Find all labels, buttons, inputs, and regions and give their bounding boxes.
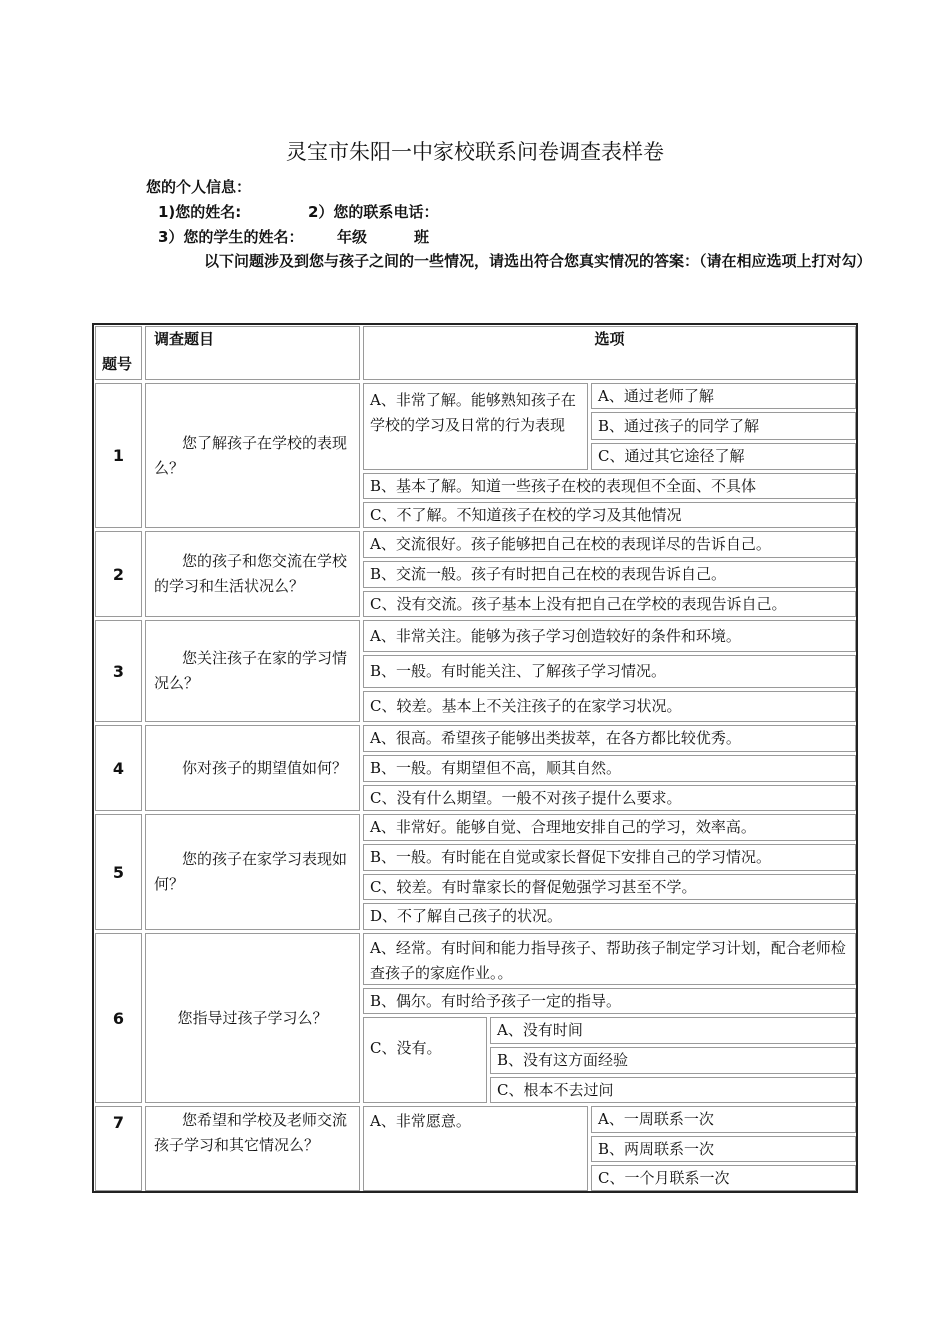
row-1-option-a[interactable]: A、非常了解。能够熟知孩子在学校的学习及日常的行为表现	[363, 383, 588, 470]
row-6-number: 6	[95, 933, 142, 1103]
row-2-question: 您的孩子和您交流在学校的学习和生活状况么？	[145, 531, 360, 617]
row-5-number: 5	[95, 814, 142, 930]
row-1-number: 1	[95, 383, 142, 528]
row-6-sub-option-b[interactable]: B、没有这方面经验	[490, 1047, 856, 1074]
row-6-option-b[interactable]: B、偶尔。有时给予孩子一定的指导。	[363, 988, 856, 1014]
row-1-sub-option-a[interactable]: A、通过老师了解	[591, 383, 856, 409]
row-3-question: 您关注孩子在家的学习情况么？	[145, 620, 360, 722]
row-4-option-a[interactable]: A、很高。希望孩子能够出类拔萃，在各方都比较优秀。	[363, 725, 856, 752]
row-2-option-a[interactable]: A、交流很好。孩子能够把自己在校的表现详尽的告诉自己。	[363, 531, 856, 558]
row-5-option-d[interactable]: D、不了解自己孩子的状况。	[363, 903, 856, 930]
row-7-number: 7	[95, 1106, 142, 1191]
row-6-sub-option-c[interactable]: C、根本不去过问	[490, 1077, 856, 1103]
row-6-option-a[interactable]: A、经常。有时间和能力指导孩子、帮助孩子制定学习计划，配合老师检查孩子的家庭作业。。	[363, 933, 856, 985]
row-7-question: 您希望和学校及老师交流孩子学习和其它情况么？	[145, 1106, 360, 1191]
personal-info-heading: 您的个人信息：	[146, 178, 252, 196]
row-1-option-c[interactable]: C、不了解。不知道孩子在校的学习及其他情况	[363, 502, 856, 528]
name-label: 1)您的姓名:	[158, 203, 242, 221]
row-2-option-c[interactable]: C、没有交流。孩子基本上没有把自己在学校的表现告诉自己。	[363, 591, 856, 617]
row-2-number: 2	[95, 531, 142, 617]
header-num: 题号	[95, 326, 142, 380]
row-2-option-b[interactable]: B、交流一般。孩子有时把自己在校的表现告诉自己。	[363, 561, 856, 588]
row-4-option-b[interactable]: B、一般。有期望但不高，顺其自然。	[363, 755, 856, 782]
row-4-number: 4	[95, 725, 142, 811]
row-3-option-b[interactable]: B、一般。有时能关注、了解孩子学习情况。	[363, 655, 856, 688]
phone-label: 2）您的联系电话：	[308, 203, 439, 221]
row-1-sub-option-b[interactable]: B、通过孩子的同学了解	[591, 412, 856, 440]
page-title: 灵宝市朱阳一中家校联系问卷调查表样卷	[286, 140, 664, 164]
row-5-question: 您的孩子在家学习表现如何？	[145, 814, 360, 930]
row-5-option-c[interactable]: C、较差。有时靠家长的督促勉强学习甚至不学。	[363, 874, 856, 900]
row-4-question: 你对孩子的期望值如何？	[145, 725, 360, 811]
row-4-option-c[interactable]: C、没有什么期望。一般不对孩子提什么要求。	[363, 785, 856, 811]
row-6-question: 您指导过孩子学习么？	[145, 933, 360, 1103]
class-label: 班	[414, 228, 430, 246]
row-7-sub-option-b[interactable]: B、两周联系一次	[591, 1136, 856, 1162]
student-name-label: 3）您的学生的姓名：	[158, 228, 304, 246]
header-options: 选项	[363, 326, 856, 380]
row-7-sub-option-a[interactable]: A、一周联系一次	[591, 1106, 856, 1133]
row-6-option-c[interactable]: C、没有。	[363, 1017, 487, 1103]
row-1-question: 您了解孩子在学校的表现么？	[145, 383, 360, 528]
row-3-option-a[interactable]: A、非常关注。能够为孩子学习创造较好的条件和环境。	[363, 620, 856, 652]
row-6-sub-option-a[interactable]: A、没有时间	[490, 1017, 856, 1044]
grade-label: 年级	[337, 228, 368, 246]
row-3-option-c[interactable]: C、较差。基本上不关注孩子的在家学习状况。	[363, 691, 856, 722]
intro-text: 以下问题涉及到您与孩子之间的一些情况，请选出符合您真实情况的答案：（请在相应选项上打对勾）	[204, 252, 872, 270]
row-7-option-a[interactable]: A、非常愿意。	[363, 1106, 588, 1191]
row-3-number: 3	[95, 620, 142, 722]
row-7-sub-option-c[interactable]: C、一个月联系一次	[591, 1165, 856, 1191]
row-1-sub-option-c[interactable]: C、通过其它途径了解	[591, 443, 856, 470]
row-5-option-b[interactable]: B、一般。有时能在自觉或家长督促下安排自己的学习情况。	[363, 844, 856, 871]
header-question: 调查题目	[145, 326, 360, 380]
row-5-option-a[interactable]: A、非常好。能够自觉、合理地安排自己的学习，效率高。	[363, 814, 856, 841]
row-1-option-b[interactable]: B、基本了解。知道一些孩子在校的表现但不全面、不具体	[363, 473, 856, 499]
